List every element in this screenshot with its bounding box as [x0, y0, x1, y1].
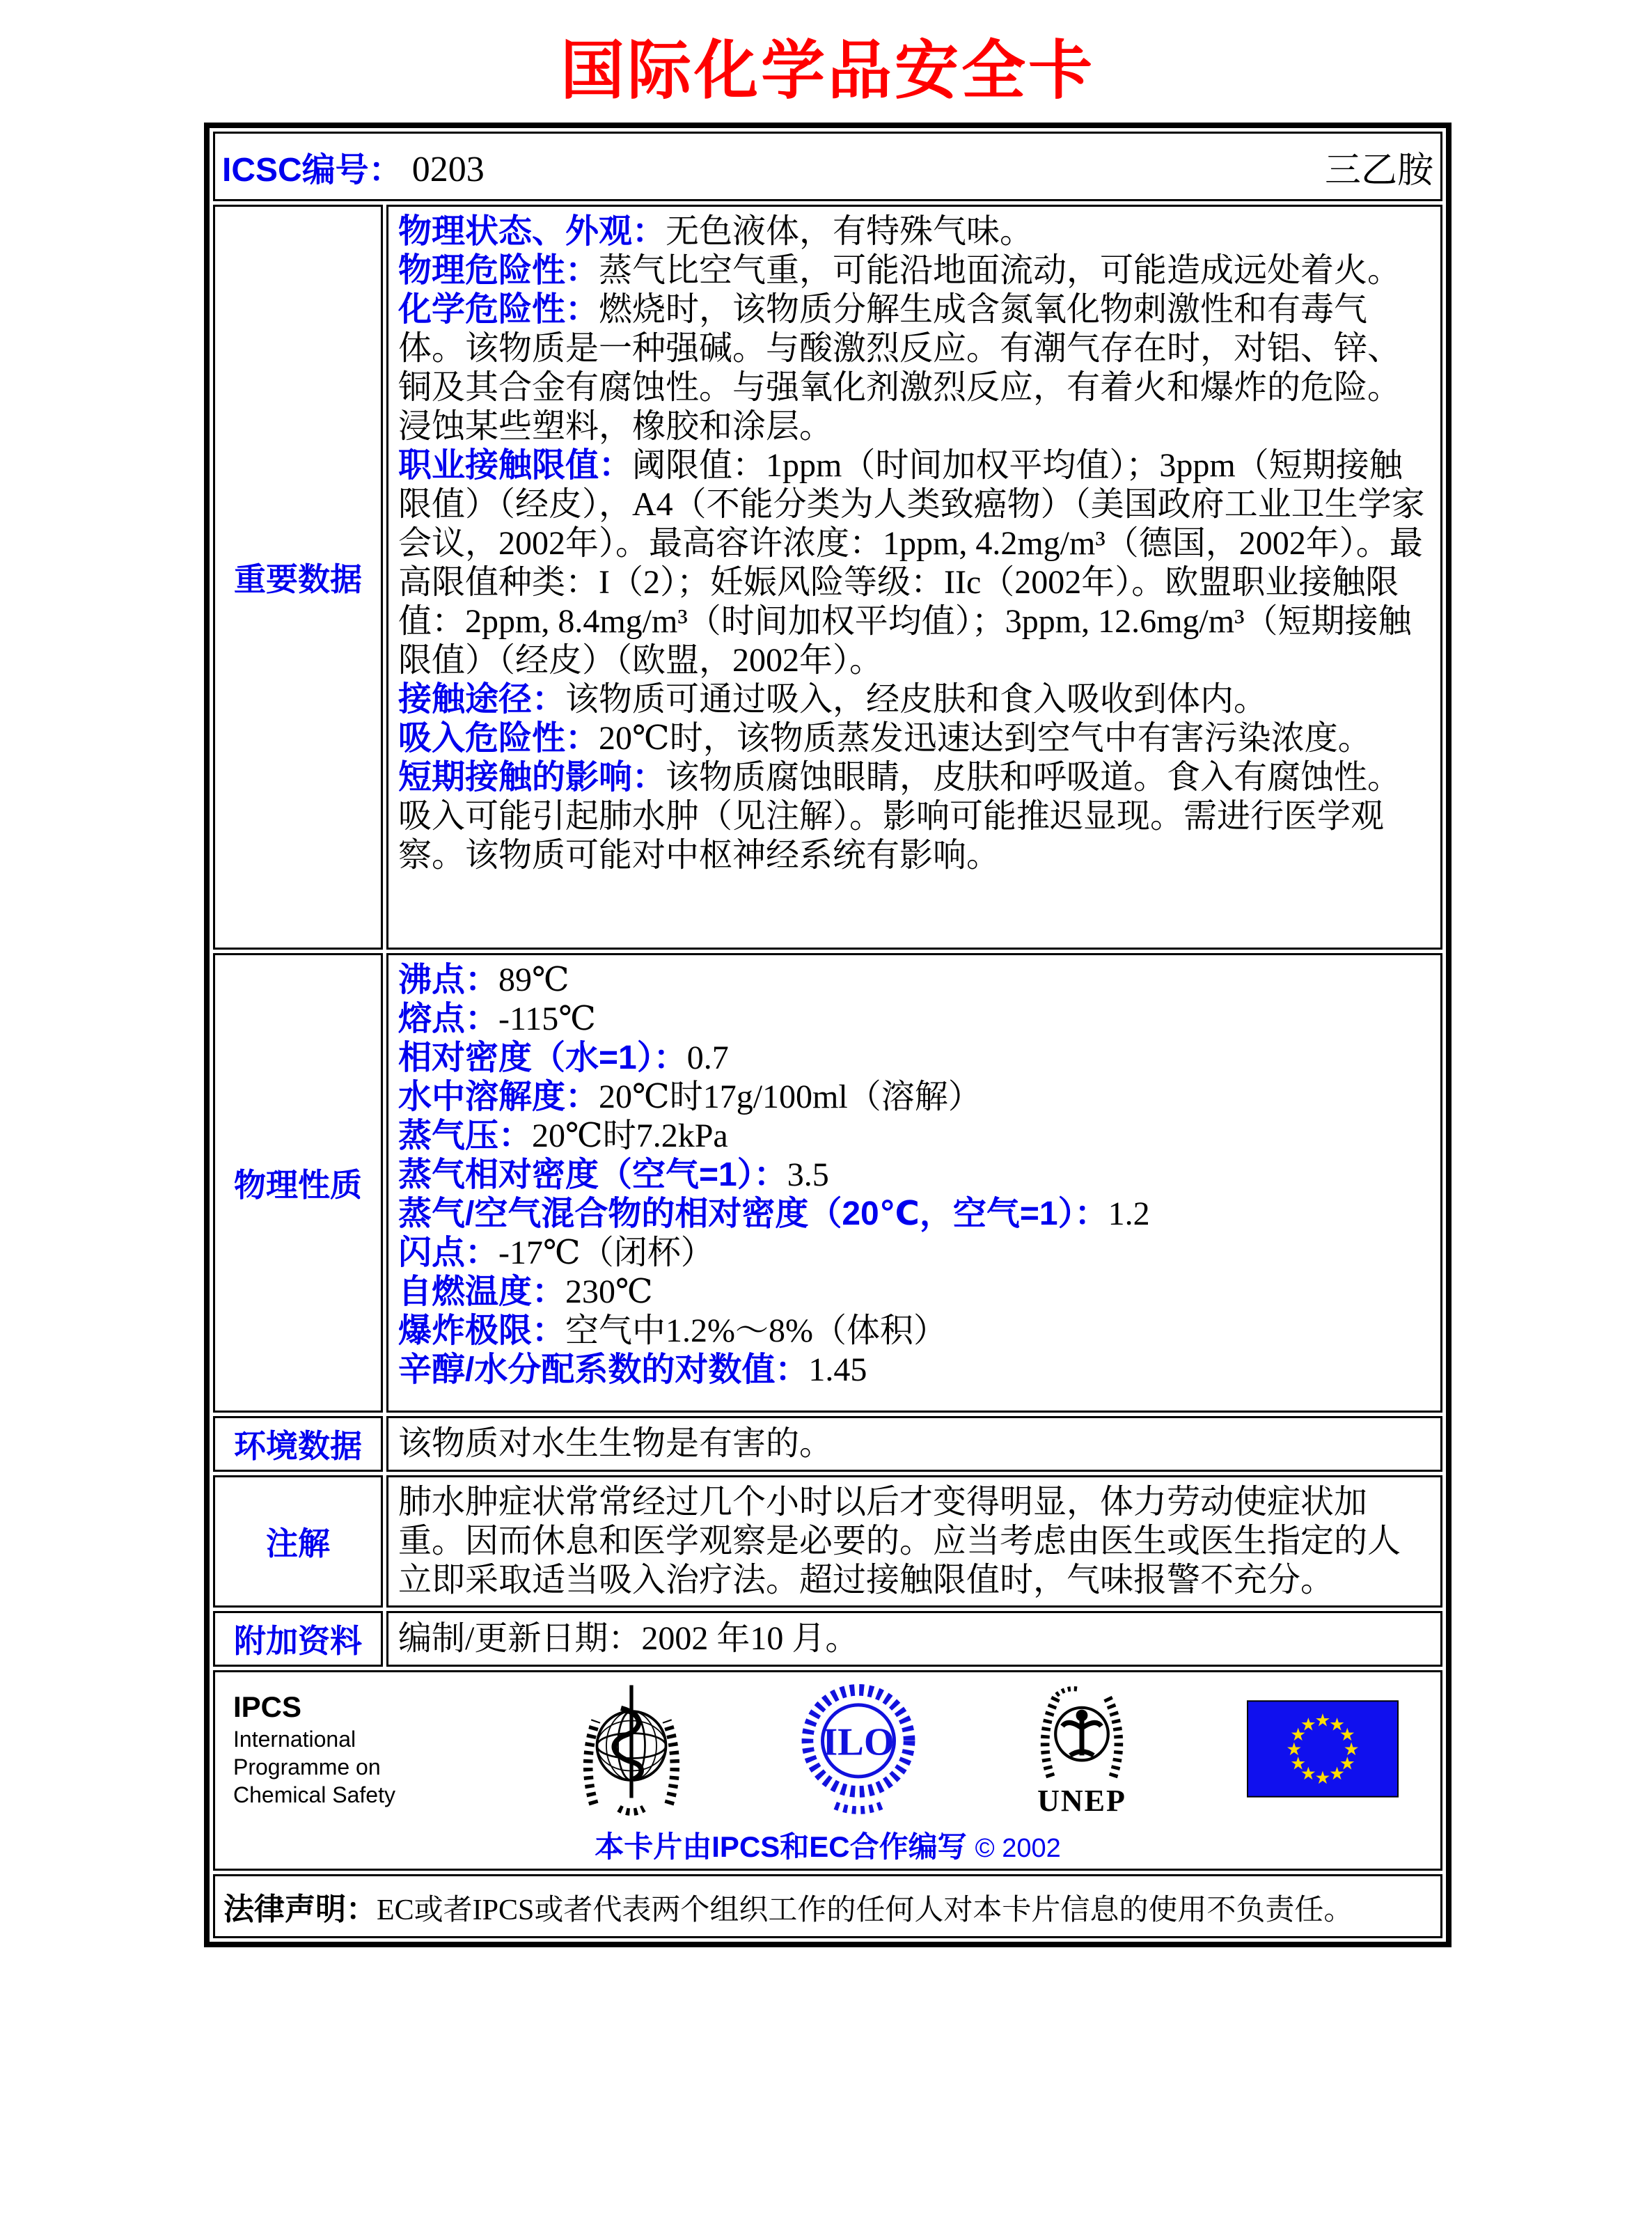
- table-row: [213, 205, 1442, 950]
- credit-text: 本卡片由IPCS和EC合作编写: [595, 1830, 967, 1863]
- ipcs-line: International: [233, 1727, 356, 1752]
- table-row: [213, 953, 1442, 1413]
- field-label: 蒸气压：: [398, 1117, 533, 1154]
- field-value: 燃烧时，该物质分解生成含氮氧化物刺激性和有毒气体。该物质是一种强碱。与酸激烈反应。有潮气存在时，对铝、锌、铜及其合金有腐蚀性。与强氧化剂激烈反应，有着火和爆炸的危险。浸蚀某些塑料，橡胶和涂层。: [398, 291, 1401, 445]
- field-label: 化学危险性：: [398, 291, 599, 328]
- field-value: 该物质可通过吸入，经皮肤和食入吸收到体内。: [565, 681, 1268, 718]
- unep-logo-text: UNEP: [1037, 1784, 1126, 1818]
- ipcs-acronym: IPCS: [233, 1690, 302, 1723]
- field-label: 接触途径：: [398, 681, 566, 718]
- table-row: [213, 1874, 1442, 1938]
- field-value: 3.5: [787, 1156, 829, 1193]
- svg-text:★: ★: [1290, 1753, 1307, 1774]
- credit-line: [229, 1824, 1426, 1866]
- field-label: 蒸气/空气混合物的相对密度（20℃，空气=1）：: [398, 1195, 1108, 1232]
- property-line: [398, 1351, 1431, 1390]
- organizations-footer: [213, 1670, 1442, 1871]
- field-label: 吸入危险性：: [398, 720, 599, 757]
- property-line: [398, 1078, 1431, 1117]
- field-value: -115℃: [498, 1000, 596, 1037]
- environmental-data-content: [386, 1416, 1442, 1472]
- field-label: 水中溶解度：: [398, 1078, 599, 1115]
- legal-label: 法律声明：: [223, 1892, 377, 1926]
- property-line: [398, 758, 1431, 875]
- field-value: 空气中1.2%～8%（体积）: [565, 1312, 947, 1349]
- card-header-cell: [213, 132, 1442, 201]
- additional-info-content: [386, 1611, 1442, 1667]
- section-label-additional-info: 附加资料: [213, 1611, 383, 1667]
- field-label: 相对密度（水=1）：: [398, 1039, 687, 1076]
- field-value: 89℃: [498, 961, 569, 998]
- property-line: [398, 1117, 1431, 1156]
- safety-card-table: [204, 123, 1452, 1947]
- property-line: [398, 1000, 1431, 1039]
- notes-content: [386, 1475, 1442, 1608]
- field-value: 该物质腐蚀眼睛，皮肤和呼吸道。食入有腐蚀性。吸入可能引起肺水肿（见注解）。影响可能推迟显现。需进行医学观察。该物质可能对中枢神经系统有影响。: [398, 759, 1401, 874]
- svg-text:★: ★: [1343, 1738, 1360, 1759]
- section-label-environmental-data: 环境数据: [213, 1416, 383, 1472]
- field-value: 230℃: [565, 1273, 653, 1310]
- icsc-number-label: ICSC编号：: [222, 151, 402, 189]
- svg-text:★: ★: [1329, 1714, 1346, 1735]
- field-label: 物理危险性：: [398, 252, 599, 289]
- field-value: 20℃时17g/100ml（溶解）: [599, 1078, 982, 1115]
- field-label: 职业接触限值：: [398, 447, 633, 484]
- section-label-physical-properties: 物理性质: [213, 953, 383, 1413]
- svg-text:★: ★: [1314, 1710, 1331, 1731]
- field-value: 1.45: [808, 1351, 867, 1388]
- field-value: 20℃时7.2kPa: [532, 1117, 728, 1154]
- field-label: 自燃温度：: [398, 1273, 566, 1310]
- field-label: 物理状态、外观：: [398, 213, 666, 250]
- field-label: 蒸气相对密度（空气=1）：: [398, 1156, 787, 1193]
- section-label-notes: 注解: [213, 1475, 383, 1608]
- property-line: [398, 290, 1431, 446]
- field-label: 短期接触的影响：: [398, 759, 666, 796]
- unep-logo-icon: [1033, 1683, 1131, 1787]
- copyright-text: © 2002: [975, 1834, 1061, 1863]
- ipcs-line: Programme on: [233, 1754, 381, 1780]
- ilo-logo-text: ILO: [822, 1720, 895, 1764]
- physical-properties-content: [386, 953, 1442, 1413]
- property-line: [398, 1039, 1431, 1078]
- environmental-data-text: 该物质对水生生物是有害的。: [398, 1425, 833, 1462]
- field-label: 熔点：: [398, 1000, 499, 1037]
- table-row: [213, 1475, 1442, 1608]
- svg-text:★: ★: [1329, 1763, 1346, 1784]
- field-value: -17℃（闭杯）: [498, 1234, 714, 1271]
- field-value: 无色液体，有特殊气味。: [666, 213, 1034, 250]
- svg-text:★: ★: [1300, 1714, 1316, 1735]
- svg-text:★: ★: [1339, 1753, 1355, 1774]
- property-line: [398, 1234, 1431, 1273]
- field-label: 沸点：: [398, 961, 499, 998]
- legal-text: EC或者IPCS或者代表两个组织工作的任何人对本卡片信息的使用不负责任。: [377, 1894, 1353, 1926]
- table-row: [213, 1416, 1442, 1472]
- additional-info-text: 编制/更新日期：2002 年10 月。: [398, 1620, 859, 1657]
- ipcs-text-block: [233, 1689, 463, 1809]
- chemical-name: 三乙胺: [1324, 150, 1433, 191]
- important-data-content: [386, 205, 1442, 950]
- field-value: 20℃时，该物质蒸发迅速达到空气中有害污染浓度。: [599, 720, 1371, 757]
- svg-text:★: ★: [1339, 1725, 1355, 1745]
- field-label: 闪点：: [398, 1234, 499, 1271]
- ilo-logo-icon: [800, 1681, 917, 1817]
- field-label: 爆炸极限：: [398, 1312, 566, 1349]
- property-line: [398, 680, 1431, 719]
- ipcs-line: Chemical Safety: [233, 1782, 395, 1807]
- unep-logo-block: [1033, 1683, 1131, 1818]
- property-line: [398, 1312, 1431, 1351]
- property-line: [398, 1195, 1431, 1234]
- page-title: 国际化学品安全卡: [560, 36, 1095, 107]
- property-line: [398, 961, 1431, 1000]
- field-value: 0.7: [686, 1039, 729, 1076]
- field-value: 阈限值：1ppm（时间加权平均值）；3ppm（短期接触限值）（经皮），A4（不能分类为人类致癌物）（美国政府工业卫生学家会议，2002年）。最高容许浓度：1ppm, 4.2mg/m³（德国，2002年）。最高限值种类：I（2）；妊娠风险等级：IIc（2002年）。欧盟职业接触限值：2ppm, 8.4mg/m³（时间加权平均值）；3ppm, 12.6mg/m³（短期接触限值）（经皮）（欧盟，2002年）。: [398, 447, 1425, 679]
- table-row: [213, 1611, 1442, 1667]
- field-label: 辛醇/水分配系数的对数值：: [398, 1351, 809, 1388]
- legal-disclaimer: [213, 1874, 1442, 1938]
- section-label-important-data: 重要数据: [213, 205, 383, 950]
- who-logo-icon: [579, 1681, 684, 1817]
- property-line: [398, 251, 1431, 290]
- table-row: [213, 1670, 1442, 1871]
- field-value: 蒸气比空气重，可能沿地面流动，可能造成远处着火。: [599, 252, 1401, 289]
- notes-text: 肺水肿症状常常经过几个小时以后才变得明显，体力劳动使症状加重。因而休息和医学观察是必要的。应当考虑由医生或医生指定的人立即采取适当吸入治疗法。超过接触限值时，气味报警不充分。: [398, 1484, 1401, 1598]
- svg-text:★: ★: [1300, 1763, 1316, 1784]
- property-line: [398, 1156, 1431, 1195]
- field-value: 1.2: [1108, 1195, 1150, 1232]
- icsc-number-value: 0203: [411, 149, 485, 189]
- table-row: [213, 132, 1442, 201]
- icsc-number-group: [222, 143, 485, 191]
- property-line: [398, 719, 1431, 758]
- property-line: [398, 212, 1431, 251]
- property-line: [398, 1273, 1431, 1312]
- svg-text:★: ★: [1314, 1768, 1331, 1789]
- svg-text:★: ★: [1290, 1725, 1307, 1745]
- svg-text:★: ★: [1286, 1738, 1303, 1759]
- property-line: [398, 446, 1431, 680]
- eu-flag-icon: [1247, 1699, 1399, 1798]
